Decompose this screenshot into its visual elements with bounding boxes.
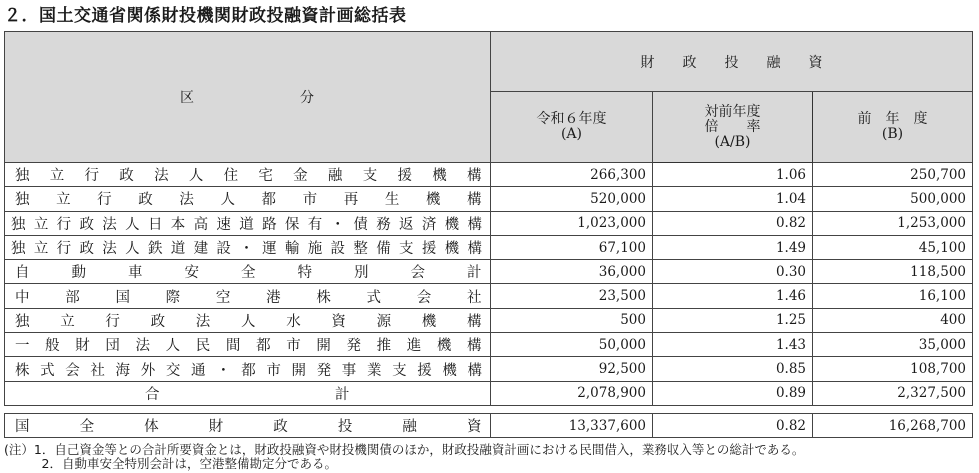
row-name: 独立行政法人都市再生機構 <box>5 187 491 211</box>
row-previous: 118,500 <box>813 260 973 284</box>
row-ratio: 0.82 <box>653 211 813 235</box>
table-row <box>5 284 973 308</box>
row-current: 520,000 <box>491 187 653 211</box>
footnote-2: 2．自動車安全特別会計は，空港整備勘定分である。 <box>4 456 337 471</box>
current-year-header <box>491 92 653 163</box>
ratio-code: (A/B) <box>714 133 751 150</box>
national-row <box>5 413 973 437</box>
total-name: 合計 <box>5 381 491 405</box>
total-ratio: 0.89 <box>653 381 813 405</box>
current-year-code: (A) <box>560 126 583 142</box>
previous-year-code: (B) <box>881 126 904 142</box>
row-previous: 500,000 <box>813 187 973 211</box>
national-ratio: 0.82 <box>653 413 813 437</box>
table-row <box>5 211 973 235</box>
row-ratio: 0.85 <box>653 357 813 381</box>
row-name: 独立行政法人水資源機構 <box>5 308 491 332</box>
footnotes <box>4 443 804 471</box>
row-current: 23,500 <box>491 284 653 308</box>
ratio-header <box>653 92 813 163</box>
page-title: ２．国土交通省関係財投機関財政投融資計画総括表 <box>4 6 407 26</box>
row-name: 独立行政法人日本高速道路保有・債務返済機構 <box>5 211 491 235</box>
row-name: 独立行政法人鉄道建設・運輸施設整備支援機構 <box>5 235 491 259</box>
category-header: 区 分 <box>5 32 491 163</box>
table-row <box>5 357 973 381</box>
row-current: 36,000 <box>491 260 653 284</box>
row-previous: 35,000 <box>813 333 973 357</box>
ratio-label-1: 対前年度 <box>704 103 761 120</box>
row-previous: 1,253,000 <box>813 211 973 235</box>
national-previous: 16,268,700 <box>813 413 973 437</box>
ratio-label-2: 倍 率 <box>704 118 761 135</box>
row-current: 1,023,000 <box>491 211 653 235</box>
row-ratio: 0.30 <box>653 260 813 284</box>
table-row <box>5 260 973 284</box>
row-previous: 45,100 <box>813 235 973 259</box>
total-current: 2,078,900 <box>491 381 653 405</box>
row-previous: 108,700 <box>813 357 973 381</box>
row-current: 67,100 <box>491 235 653 259</box>
table-row <box>5 333 973 357</box>
row-ratio: 1.49 <box>653 235 813 259</box>
table-row <box>5 235 973 259</box>
national-current: 13,337,600 <box>491 413 653 437</box>
table-gap <box>5 405 973 413</box>
row-previous: 16,100 <box>813 284 973 308</box>
row-previous: 400 <box>813 308 973 332</box>
national-name: 国全体財政投融資 <box>5 413 491 437</box>
row-name: 自動車安全特別会計 <box>5 260 491 284</box>
table-row <box>5 163 973 187</box>
table-row <box>5 187 973 211</box>
row-name: 中部国際空港株式会社 <box>5 284 491 308</box>
total-previous: 2,327,500 <box>813 381 973 405</box>
fiscal-header: 財 政 投 融 資 <box>491 32 973 92</box>
footnote-1: (注）1．自己資金等との合計所要資金とは，財政投融資や財投機関債のほか，財政投融資計画における民間借入，業務収入等との総計である。 <box>4 442 805 457</box>
row-ratio: 1.25 <box>653 308 813 332</box>
row-current: 266,300 <box>491 163 653 187</box>
row-current: 50,000 <box>491 333 653 357</box>
row-name: 一般財団法人民間都市開発推進機構 <box>5 333 491 357</box>
row-name: 株式会社海外交通・都市開発事業支援機構 <box>5 357 491 381</box>
previous-year-label: 前 年 度 <box>857 111 928 127</box>
row-current: 500 <box>491 308 653 332</box>
total-row <box>5 381 973 405</box>
current-year-label: 令和６年度 <box>536 111 607 127</box>
row-ratio: 1.06 <box>653 163 813 187</box>
previous-year-header <box>813 92 973 163</box>
table-row <box>5 308 973 332</box>
row-current: 92,500 <box>491 357 653 381</box>
row-ratio: 1.46 <box>653 284 813 308</box>
row-previous: 250,700 <box>813 163 973 187</box>
summary-table <box>4 31 973 438</box>
row-ratio: 1.04 <box>653 187 813 211</box>
row-name: 独立行政法人住宅金融支援機構 <box>5 163 491 187</box>
row-ratio: 1.43 <box>653 333 813 357</box>
